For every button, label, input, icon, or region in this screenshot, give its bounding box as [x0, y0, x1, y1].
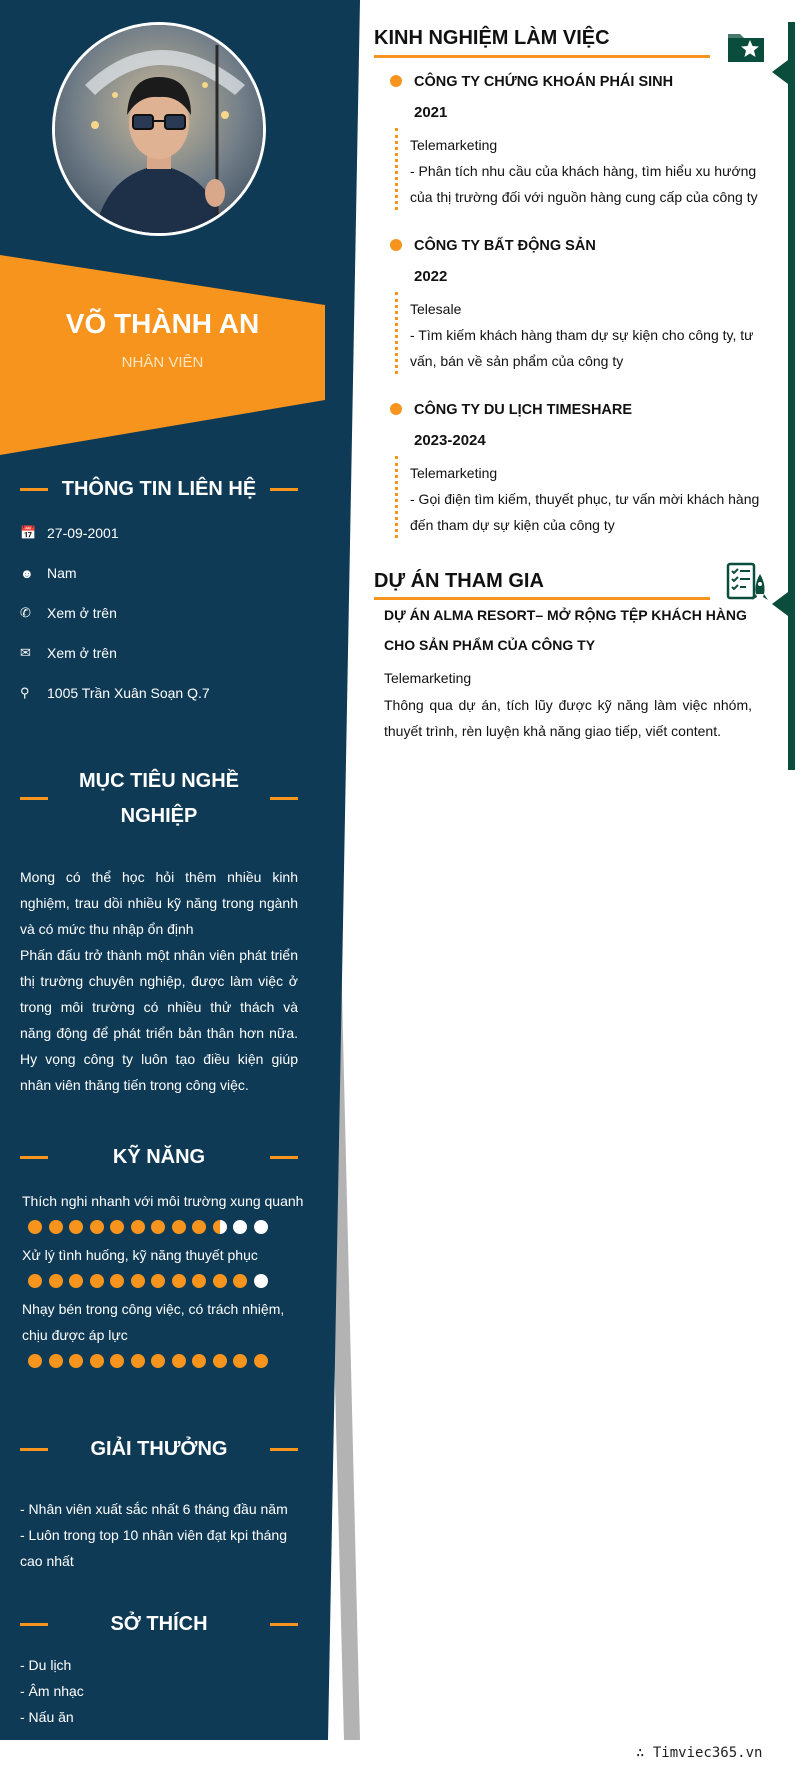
skill-dot — [233, 1354, 247, 1368]
objective-title-line2: NGHIỆP — [120, 805, 198, 827]
contact-address — [20, 682, 300, 704]
job-position: Telemarketing — [410, 137, 498, 153]
job-position: Telemarketing — [410, 465, 498, 481]
skill-dot — [213, 1354, 227, 1368]
skill-dot — [28, 1274, 42, 1288]
skill-dot — [110, 1274, 124, 1288]
job-company: CÔNG TY DU LỊCH TIMESHARE — [414, 402, 633, 418]
contact-gender-value: Nam — [47, 565, 77, 581]
skill-dot — [254, 1220, 268, 1234]
skills-title-text: KỸ NĂNG — [112, 1146, 206, 1168]
job-company: CÔNG TY CHỨNG KHOÁN PHÁI SINH — [414, 74, 674, 90]
skill-dot — [90, 1220, 104, 1234]
job-year: 2021 — [414, 104, 448, 121]
skill-dot — [254, 1354, 268, 1368]
skill-dot — [90, 1274, 104, 1288]
skill-dot — [110, 1354, 124, 1368]
hobbies-title-text: SỞ THÍCH — [110, 1613, 208, 1635]
email-icon: ✉ — [20, 645, 31, 660]
awards-text — [20, 1496, 298, 1574]
right-accent-arrow — [772, 60, 788, 84]
skill-dot — [110, 1220, 124, 1234]
calendar-icon: 📅 — [20, 525, 37, 540]
skill-dot — [233, 1274, 247, 1288]
experience-title-underline — [374, 55, 710, 58]
skill-dot — [151, 1220, 165, 1234]
contact-title-text: THÔNG TIN LIÊN HỆ — [61, 478, 257, 500]
right-accent-bar — [788, 22, 795, 770]
user-icon: ☻ — [20, 565, 34, 581]
candidate-role: NHÂN VIÊN — [121, 354, 204, 371]
skill-dot — [131, 1354, 145, 1368]
contact-section-title — [20, 472, 298, 507]
skill-dot — [254, 1274, 268, 1288]
projects-section-title: DỰ ÁN THAM GIA — [374, 570, 544, 592]
timeline-dots — [395, 456, 401, 538]
candidate-name: VÕ THÀNH AN — [65, 308, 260, 339]
skill-dot — [213, 1220, 227, 1234]
skill-dot — [192, 1354, 206, 1368]
contact-email-value: Xem ở trên — [47, 645, 117, 661]
timeline-dots — [395, 292, 401, 374]
title-dash — [270, 797, 298, 800]
contact-birthday-value: 27-09-2001 — [47, 525, 119, 541]
skill-dot — [69, 1220, 83, 1234]
objective-text — [20, 864, 298, 1098]
job-company: CÔNG TY BẤT ĐỘNG SẢN — [414, 238, 596, 254]
phone-icon: ✆ — [20, 605, 31, 620]
skill-dot — [69, 1274, 83, 1288]
contact-phone — [20, 602, 300, 624]
contact-phone-value: Xem ở trên — [47, 605, 117, 621]
title-dash — [270, 1623, 298, 1626]
hobby-item: - Du lịch — [20, 1657, 72, 1673]
skill-dot — [213, 1274, 227, 1288]
job-position: Telesale — [410, 301, 462, 317]
folder-star-icon — [726, 28, 766, 69]
hobbies-section-title — [20, 1607, 298, 1642]
title-dash — [20, 1448, 48, 1451]
contact-address-value: 1005 Trần Xuân Soạn Q.7 — [47, 685, 210, 701]
avatar — [52, 22, 266, 236]
award-item-1: - Nhân viên xuất sắc nhất 6 tháng đầu năm — [20, 1501, 288, 1517]
job-description: - Tìm kiếm khách hàng tham dự sự kiện cho công ty, tư vấn, bán về sản phẩm của công ty — [410, 327, 754, 369]
job-description: - Gọi điện tìm kiếm, thuyết phục, tư vấn mời khách hàng đến tham dự sự kiện của công ty — [410, 491, 760, 533]
contact-birthday — [20, 522, 300, 544]
skill-dot — [131, 1220, 145, 1234]
skill-dot — [172, 1220, 186, 1234]
skill-dot — [28, 1354, 42, 1368]
contact-email — [20, 642, 300, 664]
skill-dot — [192, 1220, 206, 1234]
objective-section-title — [20, 764, 298, 834]
title-dash — [270, 1448, 298, 1451]
timeline-bullet — [390, 239, 402, 251]
job-year: 2023-2024 — [414, 432, 486, 449]
title-dash — [20, 488, 48, 491]
skill-dot — [90, 1354, 104, 1368]
watermark-text: ∴ Timviec365.vn — [636, 1745, 763, 1761]
skill-label-3: Nhạy bén trong công việc, có trách nhiệm, chịu được áp lực — [22, 1301, 285, 1343]
hobby-item: - Nấu ăn — [20, 1709, 74, 1725]
project-description: Thông qua dự án, tích lũy được kỹ năng làm việc nhóm, thuyết trình, rèn luyện khả năng giao tiếp, viết content. — [384, 697, 752, 739]
award-item-2: - Luôn trong top 10 nhân viên đạt kpi tháng cao nhất — [20, 1527, 287, 1569]
skill-dot — [49, 1274, 63, 1288]
hobbies-list — [20, 1652, 298, 1730]
job-description: - Phân tích nhu cầu của khách hàng, tìm hiểu xu hướng của thị trường đối với nguồn hàng cung cấp của công ty — [410, 163, 758, 205]
skill-label-2: Xử lý tình huống, kỹ năng thuyết phục — [22, 1247, 258, 1263]
skill-dot — [172, 1274, 186, 1288]
project-name: DỰ ÁN ALMA RESORT– MỞ RỘNG TỆP KHÁCH HÀNG CHO SẢN PHẨM CỦA CÔNG TY — [384, 607, 747, 653]
title-dash — [270, 1156, 298, 1159]
skill-dot — [151, 1274, 165, 1288]
skill-dot — [28, 1220, 42, 1234]
skill-dot — [172, 1354, 186, 1368]
skill-dot — [192, 1274, 206, 1288]
timeline-dots — [395, 128, 401, 210]
title-dash — [20, 1623, 48, 1626]
skills-section-title — [20, 1140, 298, 1175]
objective-paragraph-2: Phấn đấu trở thành một nhân viên phát triển thị trường chuyên nghiệp, được làm việc ở trong môi trường có nhiều thử thách và năng động để phát triển bản thân hơn nữa. Hy vọng công ty luôn tạo điều kiện giúp nhân viên thăng tiến trong công việc. — [20, 947, 298, 1093]
job-year: 2022 — [414, 268, 448, 285]
hobby-item: - Âm nhạc — [20, 1683, 84, 1699]
awards-section-title — [20, 1432, 298, 1467]
project-role: Telemarketing — [384, 670, 472, 686]
timeline-bullet — [390, 403, 402, 415]
title-dash — [270, 488, 298, 491]
skill-dot — [49, 1354, 63, 1368]
awards-title-text: GIẢI THƯỞNG — [90, 1438, 228, 1460]
skill-dot — [131, 1274, 145, 1288]
objective-paragraph-1: Mong có thể học hỏi thêm nhiều kinh nghiệm, trau dồi nhiều kỹ năng trong ngành và có mức thu nhập ổn định — [20, 869, 298, 937]
location-icon: ⚲ — [20, 685, 30, 700]
skill-label-1: Thích nghi nhanh với môi trường xung quanh — [22, 1193, 304, 1209]
skill-dot — [49, 1220, 63, 1234]
contact-gender — [20, 562, 300, 584]
right-accent-arrow — [772, 592, 788, 616]
title-dash — [20, 1156, 48, 1159]
skill-dot — [233, 1220, 247, 1234]
experience-section-title: KINH NGHIỆM LÀM VIỆC — [374, 27, 610, 49]
title-dash — [20, 797, 48, 800]
objective-title-line1: MỤC TIÊU NGHỀ — [79, 770, 239, 792]
timeline-bullet — [390, 75, 402, 87]
skill-dot — [151, 1354, 165, 1368]
skill-dot — [69, 1354, 83, 1368]
